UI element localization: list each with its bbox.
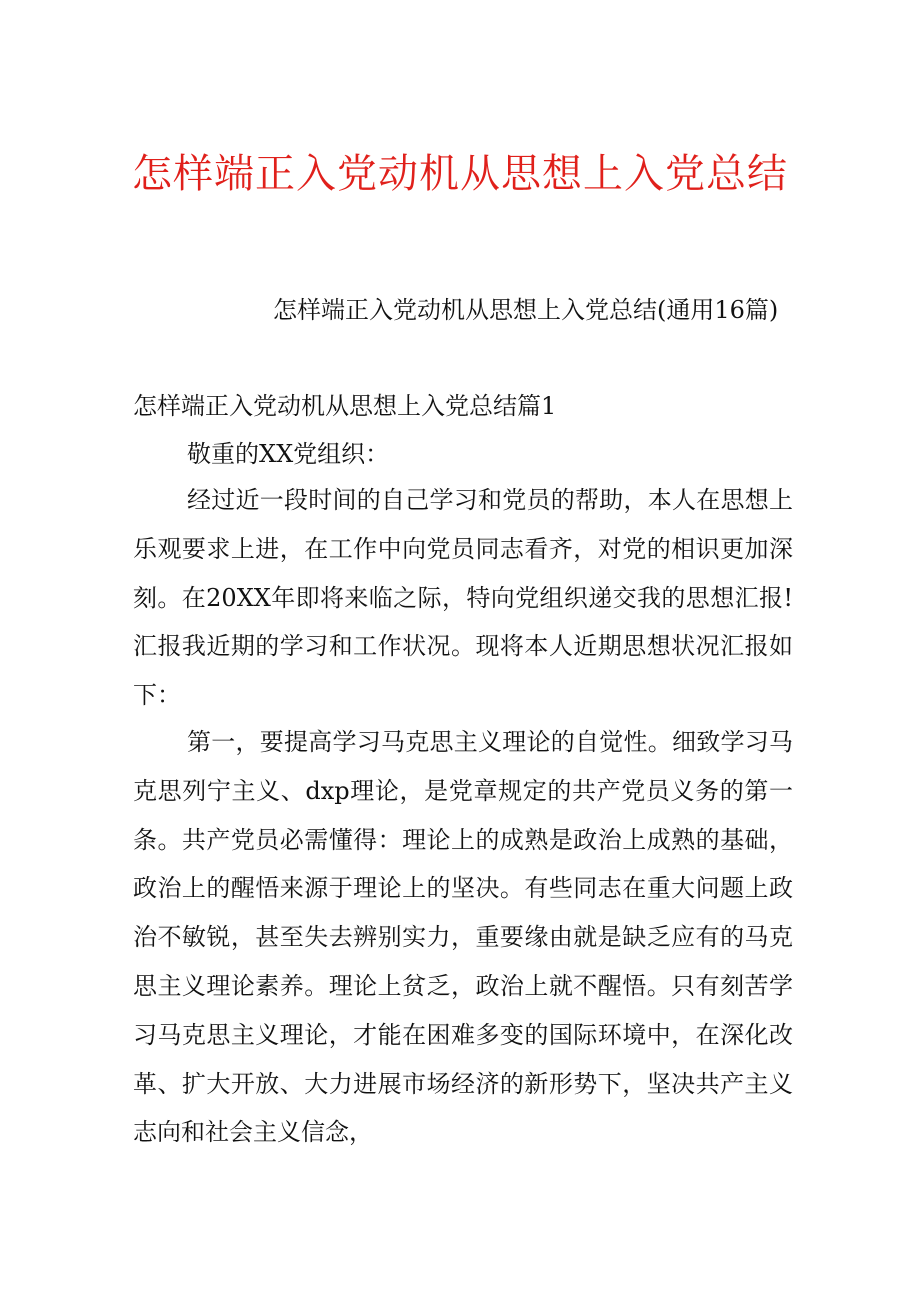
body-paragraph-1: 经过近一段时间的自己学习和党员的帮助，本人在思想上乐观要求上进，在工作中向党员同志看齐，对党的相识更加深刻。在20XX年即将来临之际，特向党组织递交我的思想汇报!汇报我近期的学习和工作状况。现将本人近期思想状况汇报如下： bbox=[133, 486, 793, 710]
section-heading: 怎样端正入党动机从思想上入党总结篇1 bbox=[133, 392, 557, 420]
salutation: 敬重的XX党组织： bbox=[187, 440, 390, 468]
body-paragraph-2: 第一，要提高学习马克思主义理论的自觉性。细致学习马克思列宁主义、dxp理论，是党章规定的共产党员义务的第一条。共产党员必需懂得：理论上的成熟是政治上成熟的基础，政治上的醒悟来源于理论上的坚决。有些同志在重大问题上政治不敏锐，甚至失去辨别实力，重要缘由就是缺乏应有的马克思主义理论素养。理论上贫乏，政治上就不醒悟。只有刻苦学习马克思主义理论，才能在困难多变的国际环境中，在深化改革、扩大开放、大力进展市场经济的新形势下，坚决共产主义志向和社会主义信念， bbox=[133, 728, 793, 1147]
document-subtitle: 怎样端正入党动机从思想上入党总结(通用16篇) bbox=[273, 296, 779, 324]
document-title: 怎样端正入党动机从思想上入党总结 bbox=[132, 151, 788, 197]
